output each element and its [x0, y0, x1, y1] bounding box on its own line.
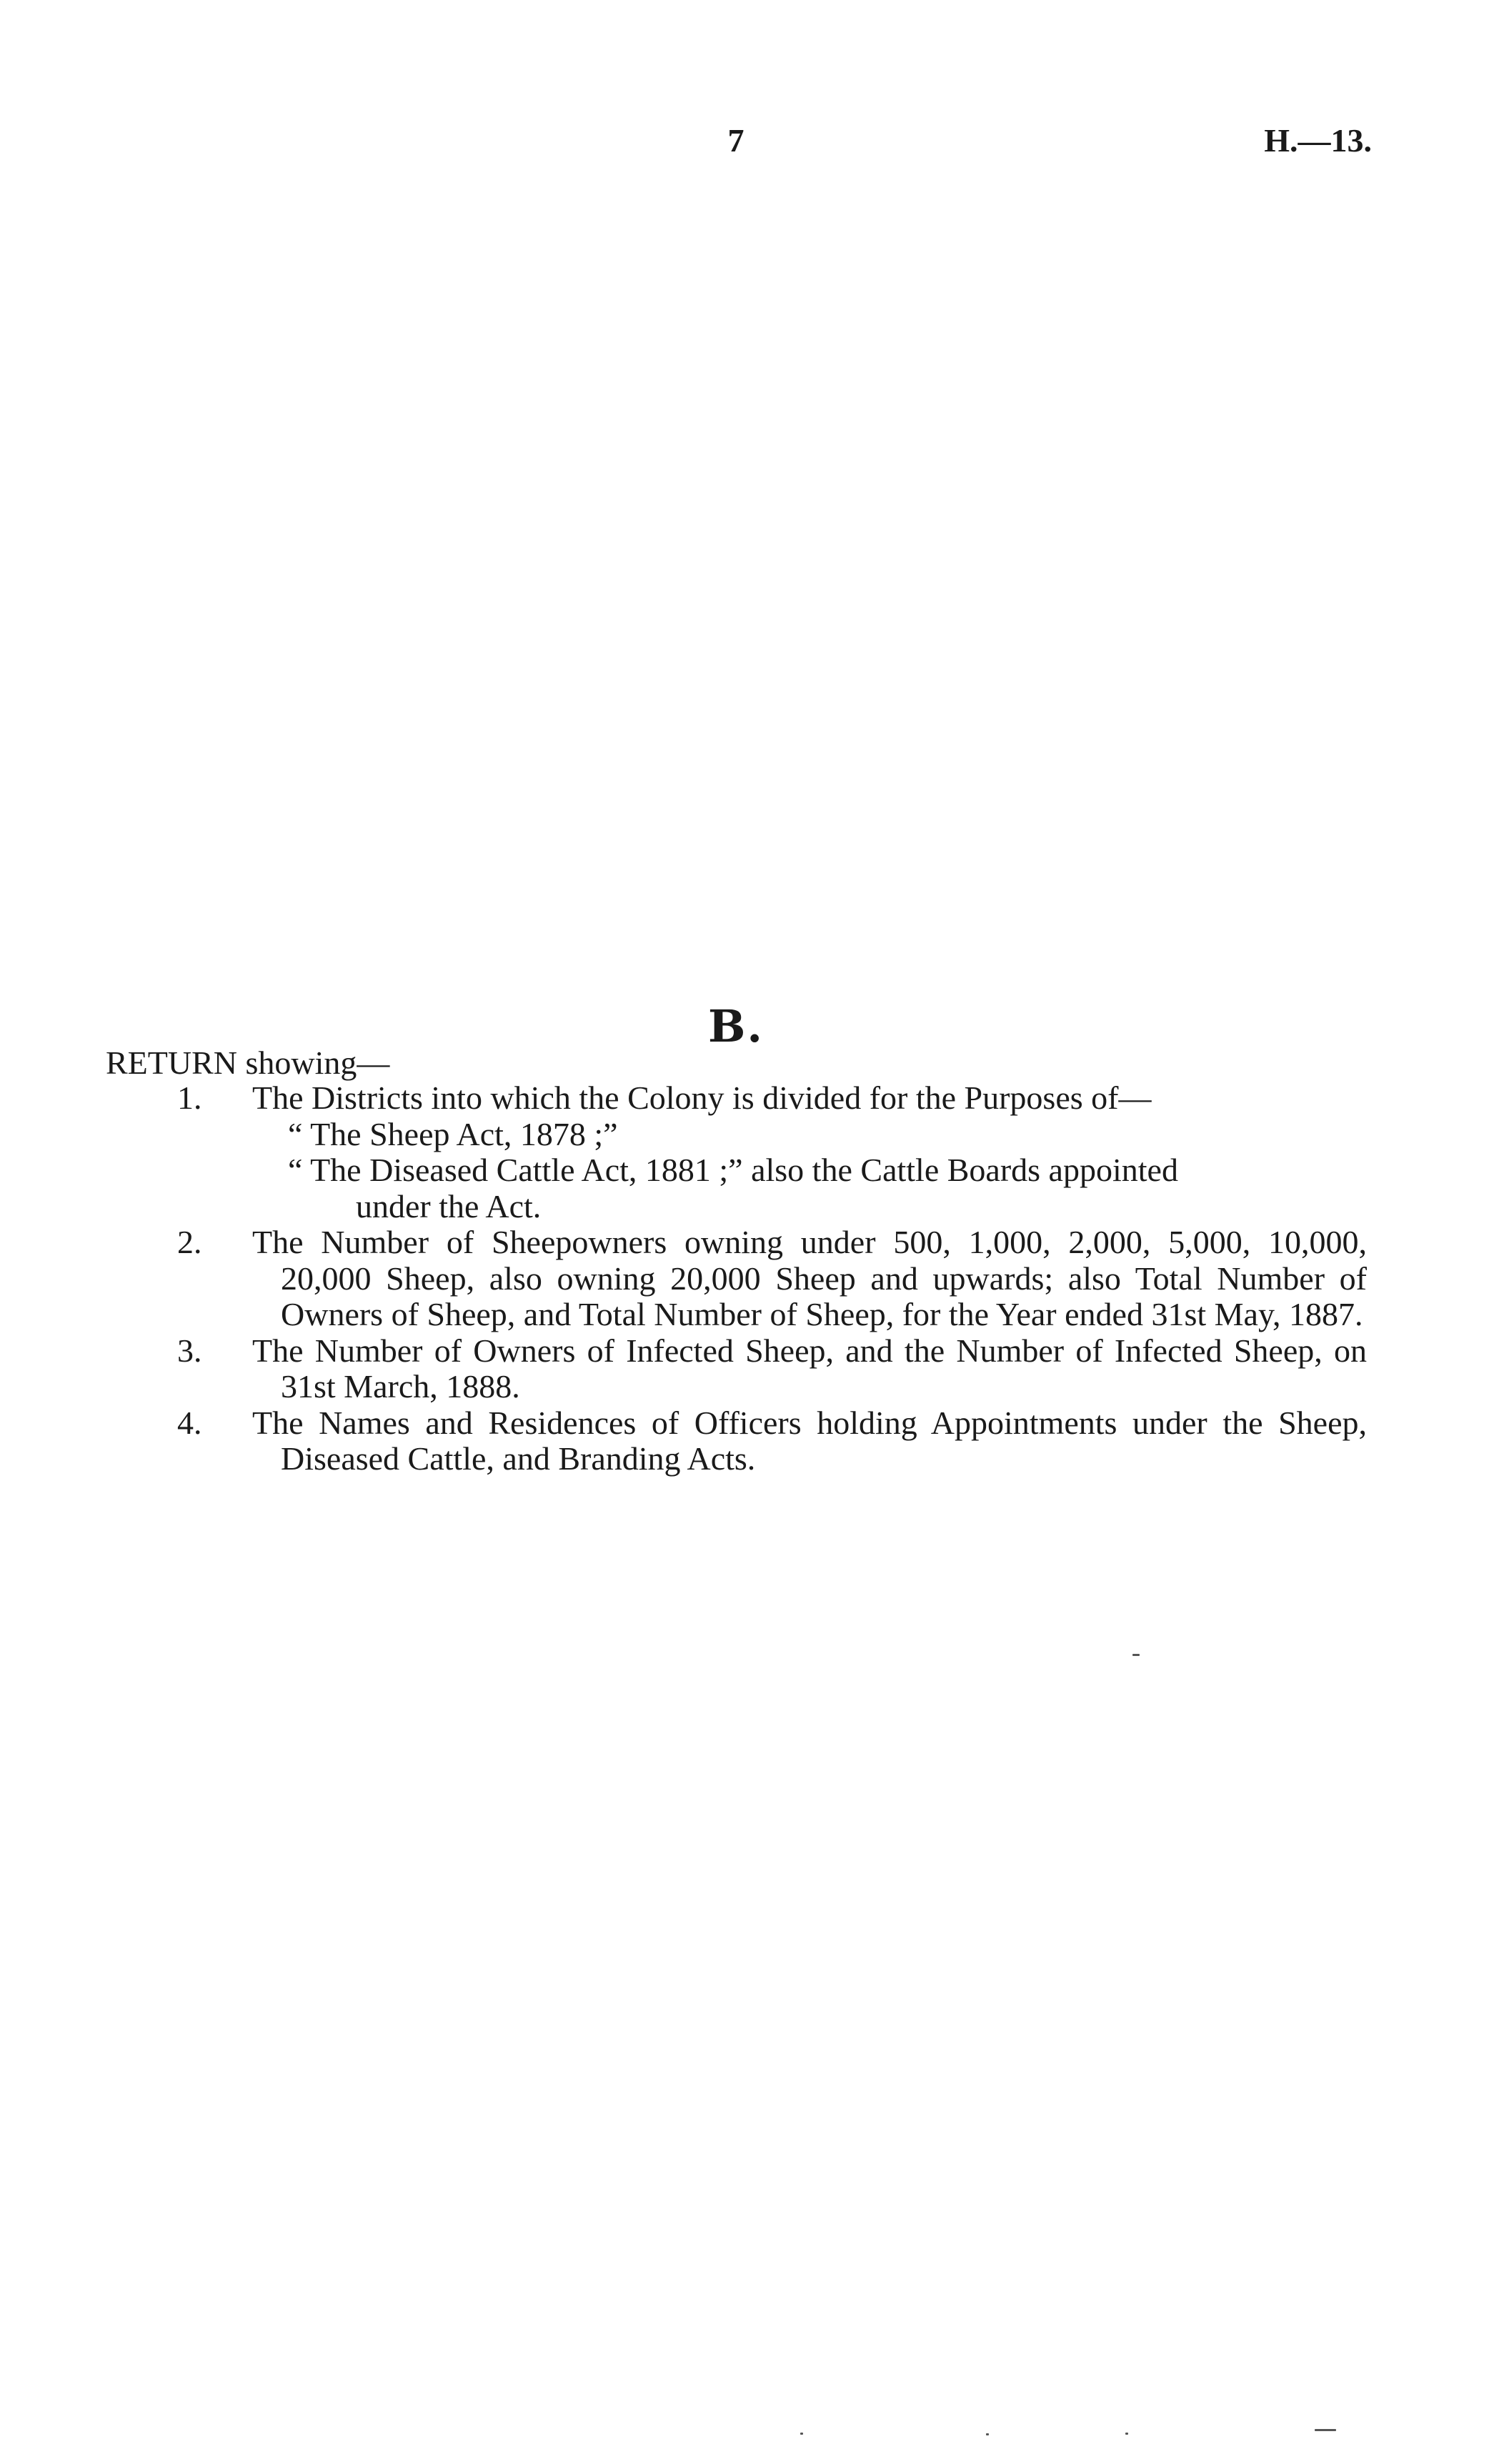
section-heading: B. — [708, 1000, 764, 1052]
item-number: 2. — [177, 1224, 202, 1260]
sub-item-sheep-act: “ The Sheep Act, 1878 ;” — [288, 1115, 618, 1152]
return-list — [106, 1080, 1367, 1477]
item-number: 1. — [177, 1079, 202, 1116]
list-item-2 — [106, 1224, 1367, 1333]
item-number: 4. — [177, 1404, 202, 1441]
sub-item-continuation: under the Act. — [356, 1187, 542, 1224]
scan-speck — [800, 2433, 803, 2435]
list-item-4 — [106, 1405, 1367, 1477]
scan-speck — [986, 2433, 989, 2435]
sub-item-cattle-act — [252, 1152, 1367, 1224]
page-number: 7 — [727, 122, 744, 159]
item-number: 3. — [177, 1332, 202, 1369]
scan-speck — [1132, 1654, 1140, 1656]
return-intro: RETURN showing— — [106, 1044, 390, 1081]
scan-speck — [1315, 2429, 1336, 2431]
list-item-1 — [106, 1080, 1367, 1224]
document-reference: H.—13. — [1264, 122, 1372, 159]
item-text: The Names and Residences of Officers holding Appointments under the Sheep, Diseased Cattle, and Branding Acts. — [252, 1404, 1367, 1477]
sub-item-cattle-act-text: “ The Diseased Cattle Act, 1881 ;” also the Cattle Boards appointed — [288, 1152, 1178, 1188]
item-text: The Number of Sheepowners owning under 500, 1,000, 2,000, 5,000, 10,000, 20,000 Sheep, also owning 20,000 Sheep and upwards; also Total Number of Owners of Sheep, and Total Number of Sheep, for the Year ended 31st May, 1887. — [252, 1224, 1367, 1332]
scan-speck — [1125, 2433, 1128, 2435]
list-item-3 — [106, 1333, 1367, 1405]
item-text: The Districts into which the Colony is divided for the Purposes of— — [252, 1079, 1152, 1116]
item-text: The Number of Owners of Infected Sheep, and the Number of Infected Sheep, on 31st March, 1888. — [252, 1332, 1367, 1405]
